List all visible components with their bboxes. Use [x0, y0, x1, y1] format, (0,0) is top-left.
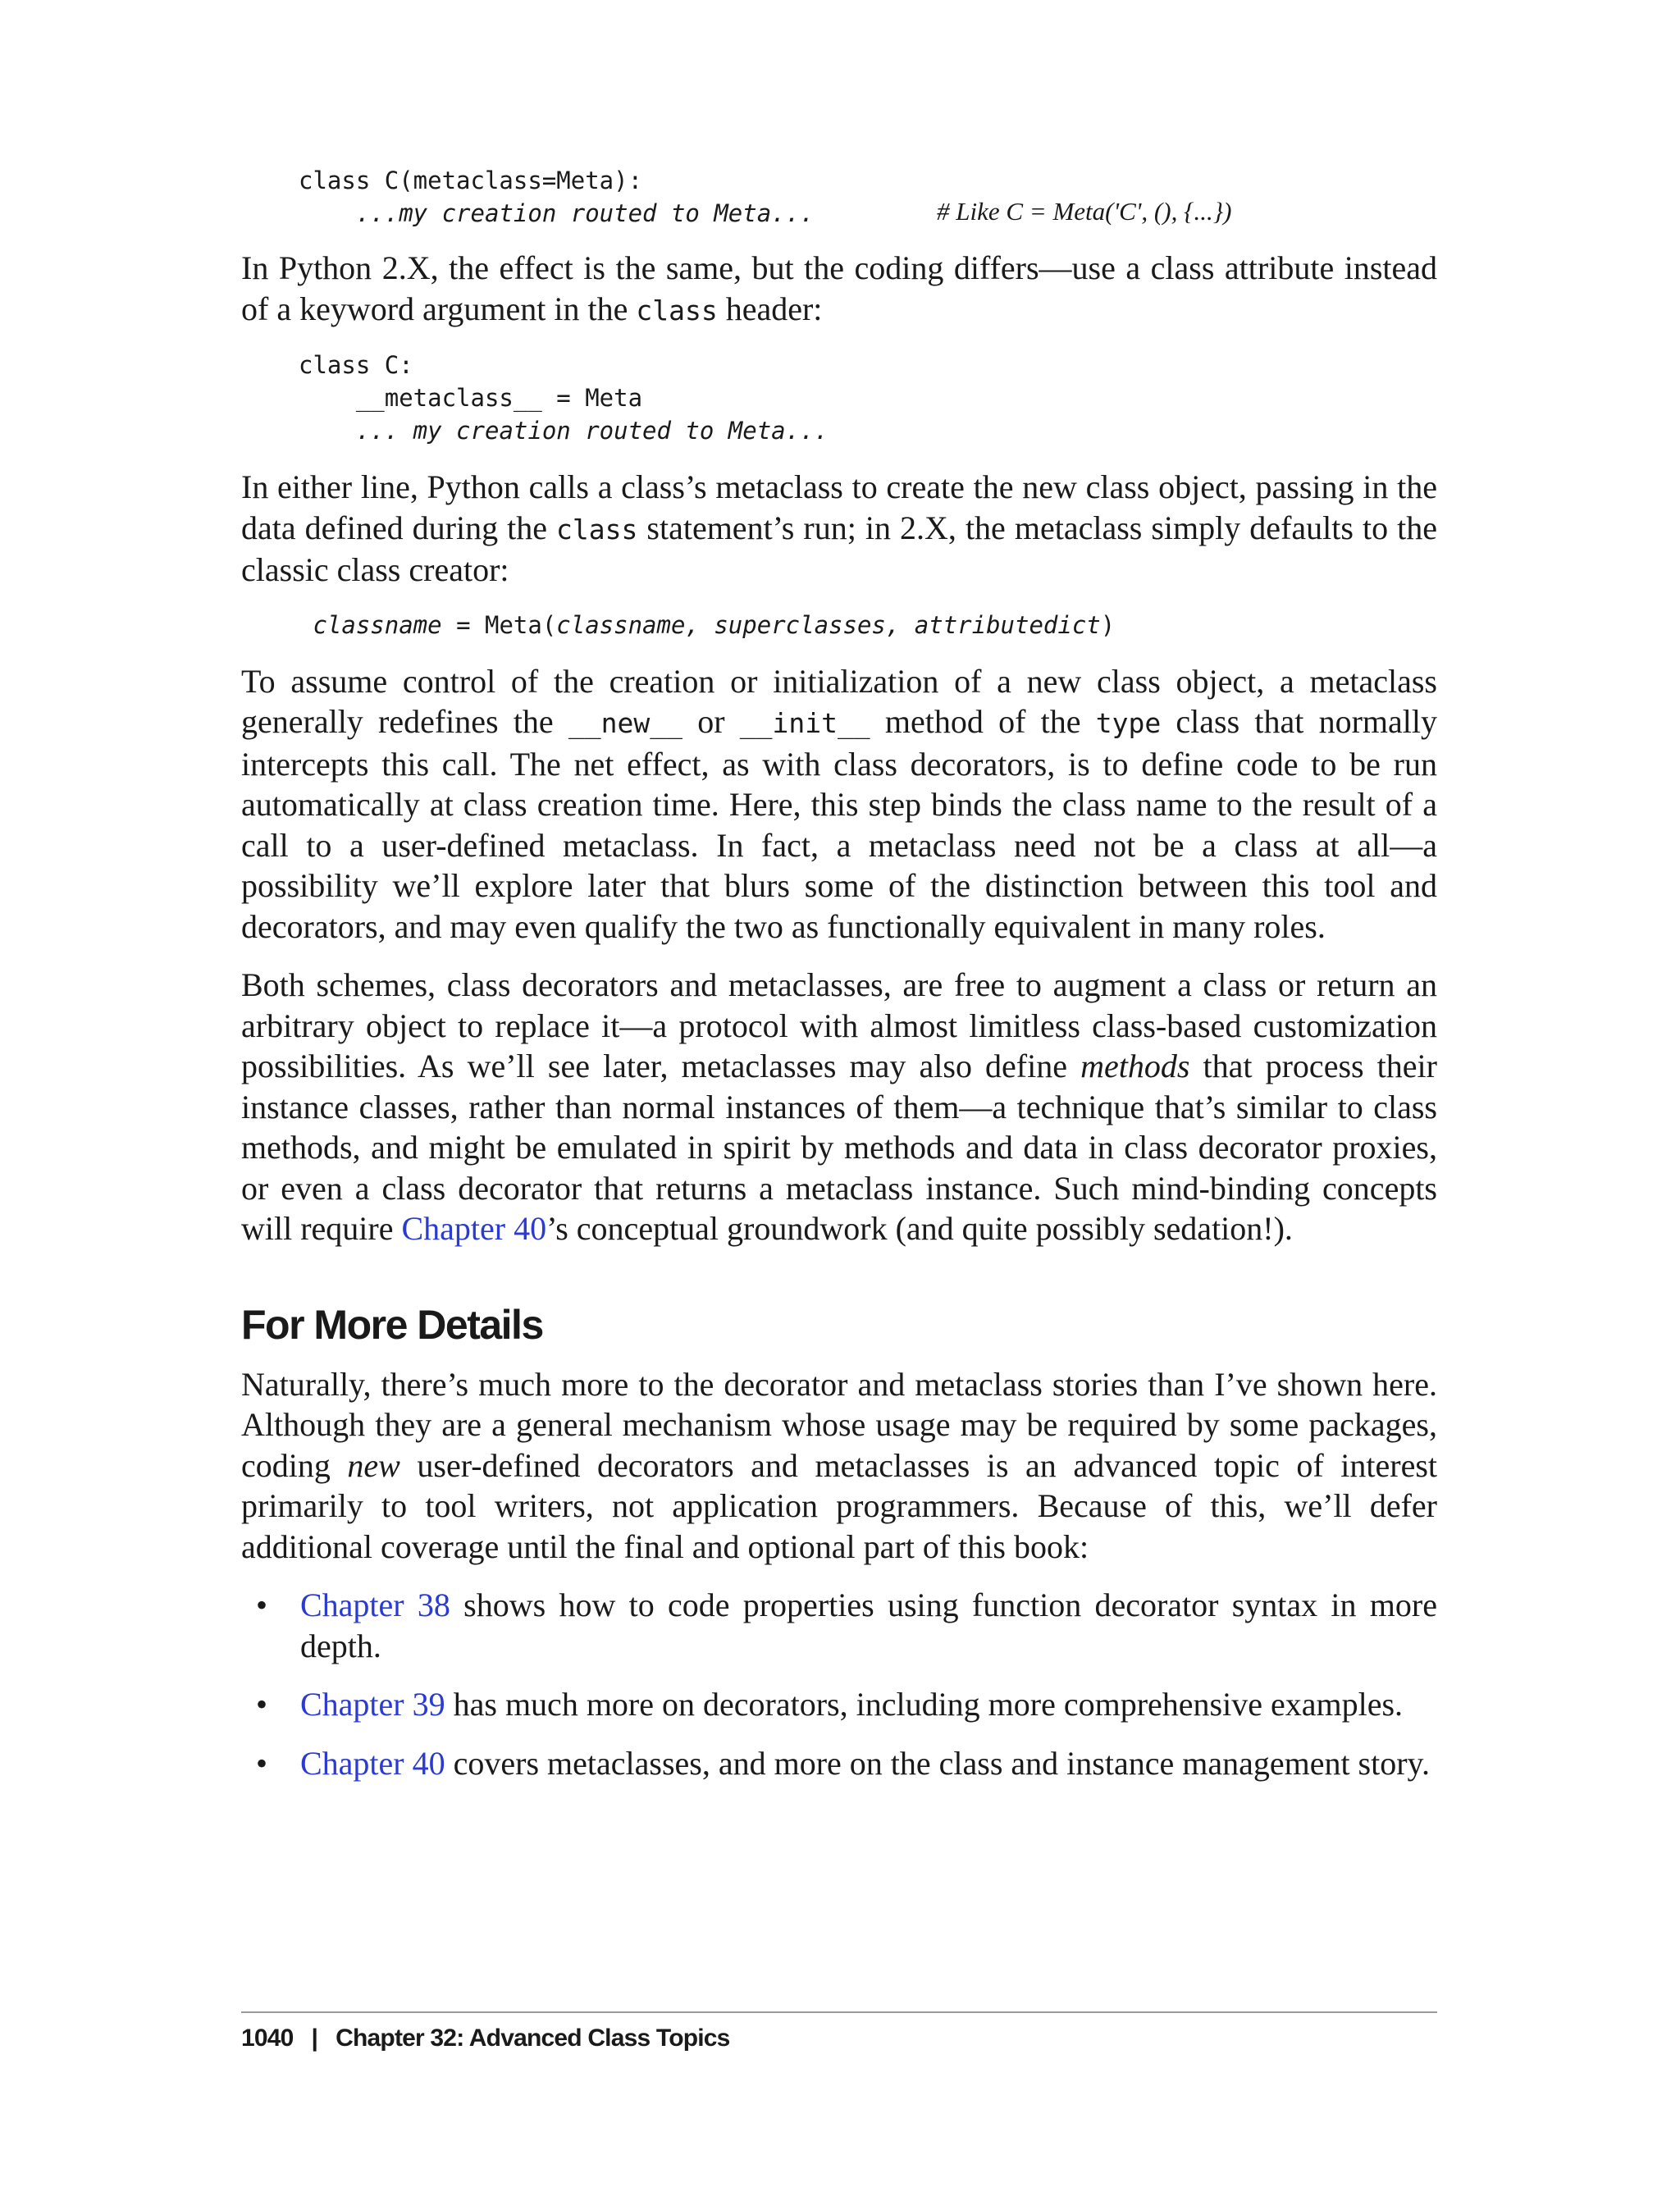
page-number: 1040 — [241, 2025, 294, 2052]
bullet-icon: • — [256, 1586, 268, 1623]
chapter-list — [241, 1585, 1437, 1783]
inline-code: __init__ — [739, 707, 870, 739]
code-line: classname = Meta(classname, superclasses, attributedict) — [313, 610, 1116, 639]
code-italic: ...my creation routed to Meta... — [355, 199, 815, 227]
footer-text — [241, 2025, 1437, 2052]
paragraph: In either line, Python calls a class’s metaclass to create the new class object, passing in the data defined during the class statement’s run; in 2.X, the metaclass simply defaults to the classic class creator: — [241, 468, 1437, 588]
section-heading: For More Details — [241, 1301, 543, 1348]
chapter-38-link[interactable]: Chapter 38 — [300, 1586, 450, 1623]
code-comment: # Like C = Meta('C', (), {...}) — [937, 197, 1232, 226]
code-line — [299, 414, 1437, 447]
chapter-40-link[interactable]: Chapter 40 — [401, 1210, 547, 1247]
code-line — [299, 197, 1437, 230]
code-block-metaclass-2x — [241, 349, 1437, 447]
inline-code: class — [636, 294, 718, 326]
chapter-title: Chapter 32: Advanced Class Topics — [336, 2025, 730, 2052]
list-item: • Chapter 39 has much more on decorators, including more comprehensive examples. — [241, 1684, 1437, 1725]
code-italic: ... my creation routed to Meta... — [355, 417, 829, 445]
paragraph: Both schemes, class decorators and metaclasses, are free to augment a class or return an arbitrary object to replace it—a protocol with almost limitless class-based customization possibilities. As we’ll see later, metaclasses may also define methods that process their instance classes, rather than normal instances of them—a technique that’s similar to class methods, and might be emulated in spirit by methods and data in class decorator proxies, or even a class decorator that returns a metaclass instance. Such mind-binding concepts will require Chapter 40’s conceptual groundwork (and quite possibly sedation!). — [241, 966, 1437, 1247]
chapter-39-link[interactable]: Chapter 39 — [300, 1686, 445, 1723]
page-footer — [241, 2011, 1437, 2052]
paragraph: To assume control of the creation or initialization of a new class object, a metaclass generally redefines the __new__ or __init__ method of the type class that normally intercepts this call. The net effect, as with class decorators, is to define code to be run automatically at class creation time. Here, this step binds the class name to the result of a call to a user-defined metaclass. In fact, a metaclass need not be a class at all—a possibility we’ll explore later that blurs some of the distinction between this tool and decorators, and may even qualify the two as functionally equivalent in many roles. — [241, 662, 1437, 945]
code-line: __metaclass__ = Meta — [299, 384, 643, 412]
footer-separator: | — [311, 2025, 318, 2052]
code-block-meta-call — [241, 609, 1437, 641]
emphasis: methods — [1080, 1048, 1190, 1084]
footer-divider — [241, 2011, 1437, 2013]
inline-code: type — [1095, 707, 1162, 739]
list-item: • Chapter 40 covers metaclasses, and more on the class and instance management story. — [241, 1743, 1437, 1784]
code-line: class C(metaclass=Meta): — [299, 167, 643, 194]
paragraph: Naturally, there’s much more to the decorator and metaclass stories than I’ve shown here. Although they are a general mechanism whose usage may be required by some packages, coding new user-defined decorators and metaclasses is an advanced topic of interest primarily to tool writers, not application programmers. Because of this, we’ll defer additional coverage until the final and optional part of this book: — [241, 1365, 1438, 1565]
chapter-40-link[interactable]: Chapter 40 — [300, 1744, 445, 1782]
bullet-icon: • — [256, 1744, 268, 1782]
paragraph: In Python 2.X, the effect is the same, but the coding differs—use a class attribute instead of a keyword argument in the class header: — [241, 249, 1437, 327]
code-block-metaclass-3x — [241, 164, 1437, 230]
code-line: class C: — [299, 351, 413, 379]
page-content — [241, 164, 1437, 1801]
bullet-icon: • — [256, 1686, 268, 1723]
list-item: • Chapter 38 shows how to code properties using function decorator syntax in more depth. — [256, 1586, 1437, 1664]
inline-code: __new__ — [568, 707, 682, 739]
emphasis: new — [347, 1446, 400, 1484]
inline-code: class — [556, 513, 638, 546]
